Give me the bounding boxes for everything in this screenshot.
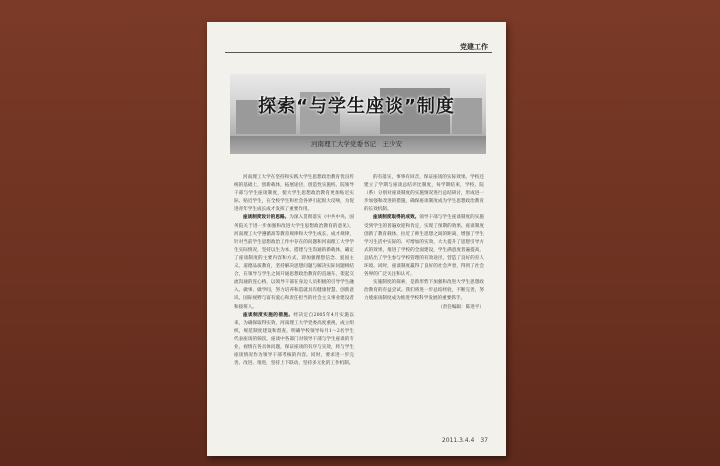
- editor-credit: [364, 304, 484, 312]
- paragraph-text: 实施制度的探索，是新形势下加强和改进大学生思想政治教育的有益尝试。我们将进一步总结经验，不断完善，努力使座谈制度成为推进学校科学发展的重要抓手。: [364, 280, 484, 302]
- left-column: [234, 174, 354, 429]
- paragraph-text: 为深入贯彻落实《中共中央、国务院关于进一步加强和改进大学生思想政治教育的意见》，河南理工大学遵循高等教育规律和大学生成长、成才规律，针对当前学生思想政治工作中存在的问题和河南理工大学学生实际情况，坚持以生为本，搭建与生沟通的新载体，确定了座谈制度的主要内容和方式，即加强理想信念、爱国主义、道德品质教育，坚持解决思想问题与解决实际问题相结合，在领导与学生之间开通思想政治教育的直通车，架起交流沟通的连心桥，以领导干部在身边人员积极的引导学生融入、做事、做学问，努力培养和造就具有健康智慧、创新意识、国际视野与富有爱心和责任担当的社会主义事业建设者和接班人。: [234, 215, 354, 310]
- article-paragraph: [234, 174, 354, 214]
- article-paragraph: [364, 279, 484, 303]
- paragraph-text: 领导干部与学生座谈制度的实施受到学生的普遍欢迎和肯定，实现了预期的效果。座谈制度创新了教育载体，拉近了师生思想之间的距离，增强了学生学习生活中实际的、可增加的实效，大大提升了思想引导方式的效果，推进了学校的全面建设，学生满意度普遍提高，总结出了学生参与学校管理的有效途径，营造了良好的育人环境。同时，座谈制度赢得了良好的社会声誉，得到了社会各界的广泛关注和认可。: [364, 215, 484, 278]
- paragraph-subheading: 座谈制度实施的措施。: [243, 312, 294, 318]
- magazine-page: [207, 22, 506, 456]
- article-byline: 河南理工大学党委书记 王少安: [311, 140, 402, 148]
- paragraph-text: 河南理工大学在坚持和实践大学生思想政治教育优良传统的基础上，创新载体，拓展途径，创造性实施校、院领导干部与学生座谈制度，使大学生思想政治教育更加贴近实际、贴近学生，在全校学生和社会各界引起很大反响，为促进青年学生成长成才发挥了重要作用。: [234, 175, 354, 213]
- paragraph-text: （责任编辑：陈进平）: [438, 304, 484, 310]
- right-column: [364, 174, 484, 429]
- article-paragraph: [364, 174, 484, 214]
- paragraph-text: 的有落实，事事有回音，保证座谈的实际效果。学校还建立了学期与座谈总结评比制度，每学期结束，学校、院（系）分别对座谈制度的实施情况进行总结研讨，形成进一步加强和改进的措施，确保座谈制度成为学生思想政治教育的长效机制。: [364, 175, 484, 213]
- article-paragraph: [234, 214, 354, 311]
- section-label: 党建工作: [460, 43, 488, 51]
- paragraph-subheading: 座谈制度设计的思路。: [243, 215, 290, 221]
- paragraph-text: 经决定自2005年4月实施以来，为确保取得实效，河南理工大学党委高度重视，成立组织，规范制度建设和督查，明确学校领导每月1～2名学生代表座谈的频次，座谈中各部门对领导干部与学生座谈的专业，视情在各具体问题，保证座谈的有序与实效，将与学生座谈情况作为领导干部考核的内容。同时，要求进一步完善、改进、推进，坚持上下联动，坚持多元化的工作机制。: [234, 312, 354, 367]
- article-paragraph: [364, 214, 484, 279]
- paragraph-subheading: 座谈制度取得的成效。: [373, 215, 420, 221]
- article-body: [234, 174, 484, 429]
- page-footer: 2011.3.4.4 37: [441, 437, 488, 444]
- article-paragraph: [234, 312, 354, 369]
- article-title: 探索“与学生座谈”制度: [258, 96, 455, 117]
- header-rule: [225, 52, 492, 53]
